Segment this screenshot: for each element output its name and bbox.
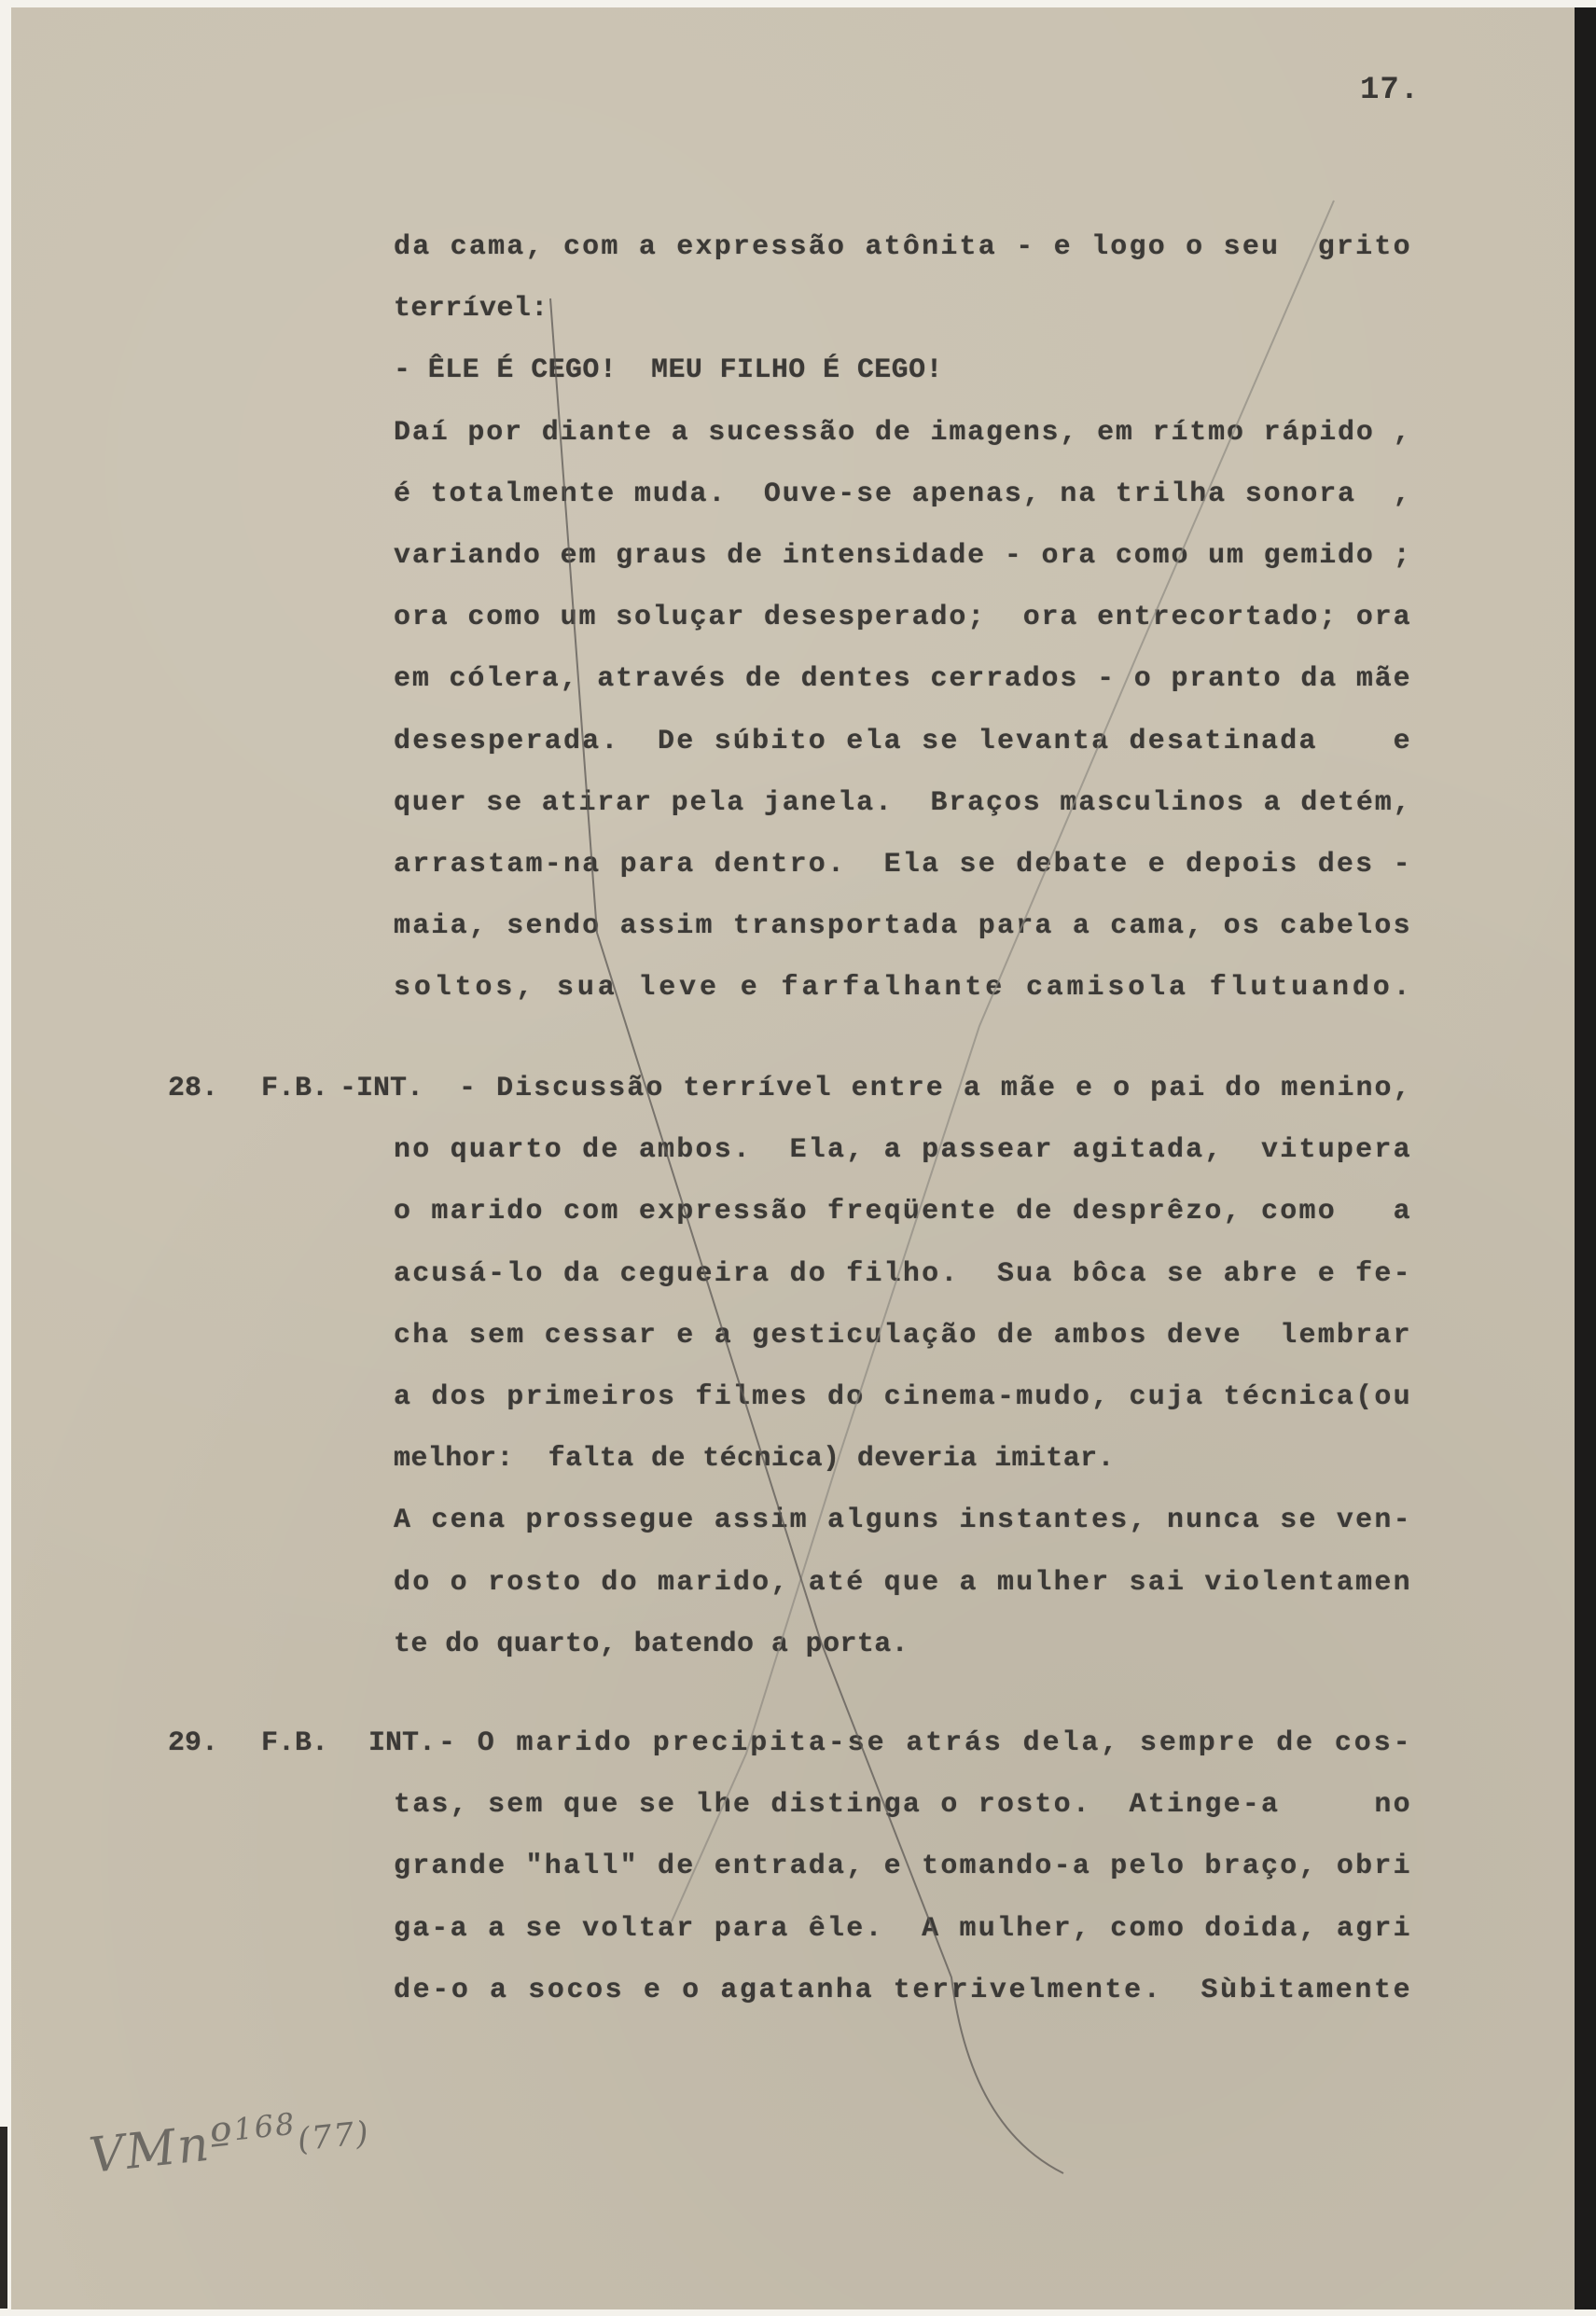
text-line: acusá-lo da cegueira do filho. Sua bôca se abre e fe- — [394, 1257, 1412, 1290]
scene-location: -INT. — [340, 1073, 424, 1104]
text-line: é totalmente muda. Ouve-se apenas, na trilha sonora , — [394, 478, 1412, 510]
scan-border-right — [1575, 7, 1596, 2309]
text-line: melhor: falta de técnica) deveria imitar. — [394, 1443, 1115, 1476]
text-line: desesperada. De súbito ela se levanta desatinada e — [394, 725, 1412, 757]
text-line: no quarto de ambos. Ela, a passear agitada, vitupera — [394, 1134, 1412, 1167]
text-line: maia, sendo assim transportada para a cama, os cabelos — [394, 910, 1412, 943]
text-line: terrível: — [394, 293, 548, 326]
text-line: ga-a a se voltar para êle. A mulher, como doida, agri — [394, 1912, 1412, 1945]
scene-shot-type: F.B. — [261, 1073, 329, 1104]
text-line: o marido com expressão freqüente de desprêzo, como a — [394, 1196, 1412, 1228]
handwritten-note-main: VMnº — [86, 2113, 238, 2184]
text-line: A cena prossegue assim alguns instantes, nunca se ven- — [394, 1505, 1412, 1537]
scene-location: INT. — [368, 1727, 437, 1759]
text-line: tas, sem que se lhe distinga o rosto. Atinge-a no — [394, 1789, 1412, 1822]
text-line: arrastam-na para dentro. Ela se debate e depois des - — [394, 849, 1412, 881]
text-line: te do quarto, batendo a porta. — [394, 1628, 909, 1660]
text-line: Daí por diante a sucessão de imagens, em rítmo rápido , — [394, 416, 1412, 449]
text-line: da cama, com a expressão atônita - e logo o seu grito — [394, 231, 1412, 263]
text-line: grande "hall" de entrada, e tomando-a pelo braço, obri — [394, 1851, 1412, 1883]
text-line: - Discussão terrível entre a mãe e o pai do menino, — [459, 1073, 1412, 1104]
text-line: cha sem cessar e a gesticulação de ambos deve lembrar — [394, 1319, 1412, 1352]
text-line: soltos, sua leve e farfalhante camisola flutuando. — [394, 972, 1414, 1005]
text-line: - ÊLE É CEGO! MEU FILHO É CEGO! — [394, 354, 943, 387]
scan-border-left — [0, 2127, 7, 2309]
text-line: em cólera, através de dentes cerrados - o pranto da mãe — [394, 663, 1412, 696]
scene-number: 28. — [168, 1073, 219, 1104]
text-line: ora como um soluçar desesperado; ora entrecortado; ora — [394, 602, 1412, 634]
text-line: do o rosto do marido, até que a mulher sai violentamen — [394, 1566, 1412, 1599]
scene-number: 29. — [168, 1727, 219, 1759]
handwritten-note-bottom: (77) — [296, 2114, 372, 2159]
text-line: variando em graus de intensidade - ora como um gemido ; — [394, 540, 1412, 572]
handwritten-note-top: 168 — [231, 2105, 298, 2148]
text-line: quer se atirar pela janela. Braços masculinos a detém, — [394, 786, 1412, 819]
scene-shot-type: F.B. — [261, 1727, 329, 1759]
text-line: de-o a socos e o agatanha terrivelmente. Sùbitamente — [394, 1974, 1413, 2006]
text-line: - O marido precipita-se atrás dela, sempre de cos- — [438, 1727, 1413, 1759]
page-number: 17. — [1360, 73, 1421, 108]
text-line: a dos primeiros filmes do cinema-mudo, cuja técnica(ou — [394, 1381, 1412, 1413]
